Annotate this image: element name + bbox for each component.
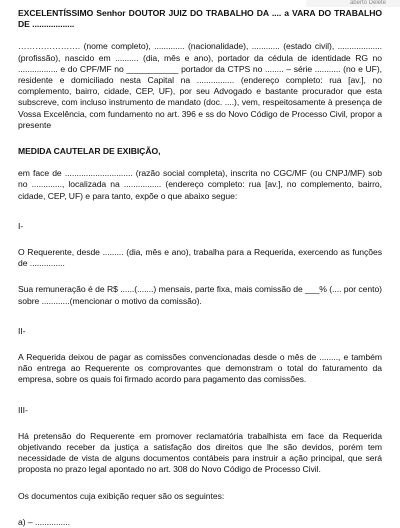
section-2-paragraph: A Requerida deixou de pagar as comissões convencionadas desde o mês de ........, e também não entrega ao Requerente os comprovantes que demonstram o total do faturamento da empresa, sobre os quais foi firmado acordo para pagamento das comissões.: [18, 352, 382, 385]
section-3-paragraph-1: Há pretensão do Requerente em promover reclamatória trabalhista em face da Requerida objetivando receber da justiça a satisfação dos direitos que lhe são devidos, porém tem necessidade de vista de alguns documentos contábeis para instruir a ação principal, que será proposta no prazo legal apontado no art. 308 do Novo Código de Processo Civil.: [18, 430, 382, 475]
section-1-label: I-: [18, 220, 24, 231]
section-3-label: III-: [18, 404, 28, 415]
section-3-paragraph-2: Os documentos cuja exibição requer são os seguintes:: [18, 490, 225, 501]
toolbar-fragment: [306, 0, 400, 7]
intro-paragraph: …………………. (nome completo), ............. (nacionalidade), ............ (estado civil), ................... (profissão), nascido em .......... (dia, mês e ano), portador da cédula de identidade RG no ................. e do CPF/MF no ___________ portador da CTPS no ........ – série ........... (no e UF), residente e domiciliado nesta Capital na ................ (endereço completo: rua [av.], no complemento, bairro, cidade, CEP, UF), por seu Advogado e bastante procurador que esta subscreve, com incluso instrumento de mandato (doc. ....), vem, respeitosamente à presença de Vossa Excelência, com fundamento no art. 396 e ss do Novo Código de Processo Civil, propor a presente: [18, 41, 382, 130]
document-item-a: a) – ...............: [18, 516, 71, 527]
document-heading: EXCELENTÍSSIMO Senhor DOUTOR JUIZ DO TRABALHO DA .... a VARA DO TRABALHO DE ..................: [18, 8, 382, 30]
measure-title: MEDIDA CAUTELAR DE EXIBIÇÃO,: [18, 146, 161, 157]
section-1-paragraph-2: Sua remuneração é de R$ ......(.......) mensais, parte fixa, mais comissão de ___% (.... por cento) sobre ............(mencionar o motivo da comissão).: [18, 284, 382, 306]
document-body: [18, 8, 382, 528]
toolbar-label: aberto Delete: [349, 0, 386, 6]
section-2-label: II-: [18, 325, 26, 336]
section-1-paragraph-1: O Requerente, desde ......... (dia, mês e ano), trabalha para a Requerida, exercendo as funções de ...............: [18, 247, 382, 269]
party-paragraph: em face de ............................. (razão social completa), inscrita no CGC/MF (ou CNPJ/MF) sob no ............., localizada na ................ (endereço completo: rua [av.], no complemento, bairro, cidade, CEP, UF) e para tanto, expõe o que abaixo segue:: [18, 168, 382, 201]
